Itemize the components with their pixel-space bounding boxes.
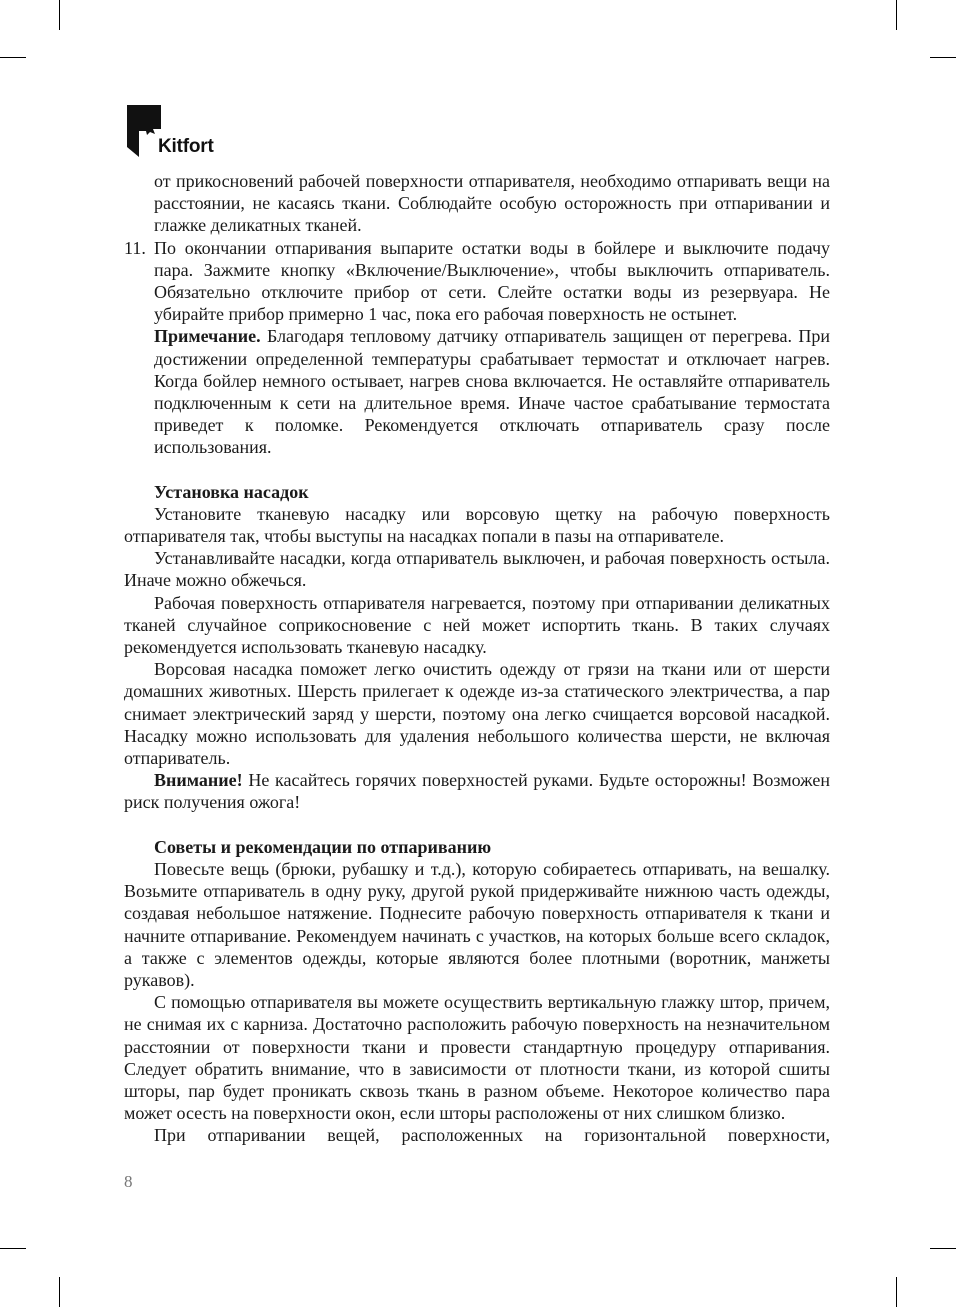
warning-paragraph [124, 769, 830, 813]
continuation-paragraph: от прикосновений рабочей поверхности отпаривателя, необходимо отпаривать вещи на расстоянии, не касаясь ткани. Соблюдайте особую осторожность при отпаривании и глажке деликатных тканей. [154, 171, 830, 236]
kitfort-logo-mark-icon [127, 105, 161, 157]
crop-mark-top-left [59, 0, 60, 30]
kitfort-wordmark: Kitfort [158, 136, 214, 157]
page-body [124, 170, 830, 1147]
paragraph: При отпаривании вещей, расположенных на горизонтальной поверхности, [154, 1125, 830, 1146]
section-heading-tips: Советы и рекомендации по отпариванию [154, 836, 492, 857]
warning-label: Внимание! [154, 770, 243, 791]
kitfort-logo [127, 105, 227, 160]
crop-mark-bottom-left [59, 1277, 60, 1307]
note-text: Благодаря тепловому датчику отпариватель защищен от перегрева. При достижении определенной температуры срабатывает термостат и отключает нагрев. Когда бойлер немного остывает, нагрев снова включается. Не оставляйте отпариватель подключенным к сети на длительное время. Иначе частое срабатывание термостата приведет к поломке. Рекомендуется отключать отпариватель сразу после использования. [154, 326, 830, 458]
paragraph: Рабочая поверхность отпаривателя нагревается, поэтому при отпаривании деликатных тканей случайное соприкосновение с ней может испортить ткань. В таких случаях рекомендуется использовать тканевую насадку. [124, 592, 830, 658]
crop-mark-bottom-right [896, 1277, 897, 1307]
list-item-text: По окончании отпаривания выпарите остатки воды в бойлере и выключите подачу пара. Зажмите кнопку «Включение/Выключение», чтобы выключить отпариватель. Обязательно отключите прибор от сети. Слейте остатки воды из резервуара. Не убирайте прибор примерно 1 час, пока его рабочая поверхность не остынет. [154, 237, 830, 325]
paragraph: С помощью отпаривателя вы можете осуществить вертикальную глажку штор, причем, не снимая их с карниза. Достаточно расположить рабочую поверхность на незначительном расстоянии от поверхности ткани и провести стандартную процедуру отпаривания. Следует обратить внимание, что в зависимости от плотности ткани, из которой сшиты шторы, пар будет проникать сквозь ткань в разном объеме. Некоторое количество пара может осесть на поверхности окон, если шторы расположены от них слишком близко. [124, 992, 830, 1124]
page-number: 8 [124, 1172, 133, 1191]
crop-mark-top-right [896, 0, 897, 30]
paragraph: Установите тканевую насадку или ворсовую щетку на рабочую поверхность отпаривателя так, чтобы выступы на насадках попали в пазы на отпаривателе. [124, 503, 830, 547]
paragraph: Ворсовая насадка поможет легко очистить одежду от грязи на ткани или от шерсти домашних животных. Шерсть прилегает к одежде из-за статического электричества, а пар снимает электрический заряд у шерсти, поэтому она легко счищается ворсовой насадкой. Насадку можно использовать для удаления небольшого количества шерсти, не включая отпариватель. [124, 659, 830, 769]
note-paragraph [154, 325, 830, 458]
warning-text: Не касайтесь горячих поверхностей руками. Будьте осторожны! Возможен риск получения ожога! [124, 770, 831, 813]
list-item-11 [124, 237, 830, 459]
crop-mark-bottom-left-h [0, 1248, 26, 1249]
paragraph: Повесьте вещь (брюки, рубашку и т.д.), которую собираетесь отпаривать, на вешалку. Возьмите отпариватель в одну руку, другой рукой придерживайте нижнюю часть одежды, создавая небольшое натяжение. Поднесите рабочую поверхность отпаривателя к ткани и начните отпаривание. Рекомендуем начинать с участков, на которых больше всего складок, а также с элементов одежды, которые являются более плотными (воротник, манжеты рукавов). [124, 858, 830, 990]
paragraph: Устанавливайте насадки, когда отпариватель выключен, и рабочая поверхность остыла. Иначе можно обжечься. [124, 548, 830, 591]
list-item-number: 11. [124, 237, 146, 258]
crop-mark-top-right-h [930, 57, 956, 58]
section-heading-attachments: Установка насадок [154, 481, 309, 502]
crop-mark-top-left-h [0, 57, 26, 58]
crop-mark-bottom-right-h [930, 1248, 956, 1249]
note-label: Примечание. [154, 326, 261, 347]
